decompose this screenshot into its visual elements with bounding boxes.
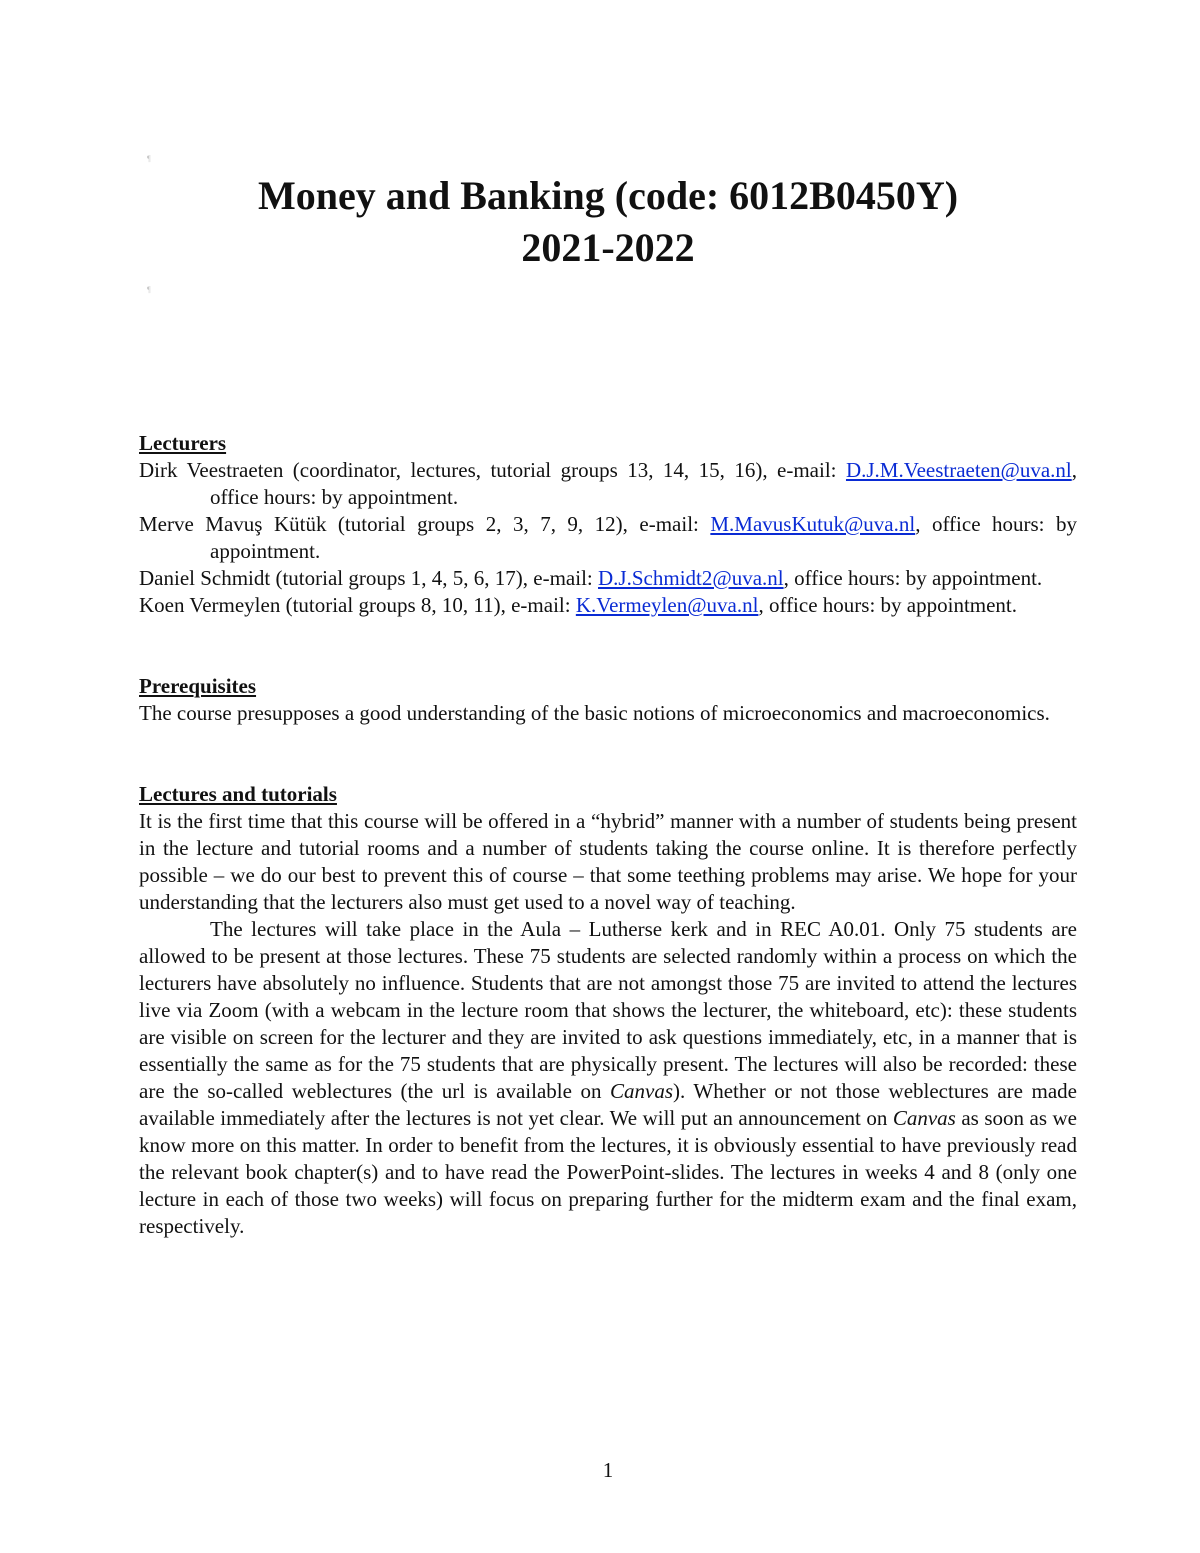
prerequisites-section — [139, 673, 1077, 727]
canvas-term: Canvas — [892, 1106, 956, 1130]
paragraph-mark: ¶ — [147, 285, 151, 294]
email-link[interactable]: D.J.Schmidt2@uva.nl — [598, 566, 784, 590]
paragraph-mark: ¶ — [147, 154, 151, 163]
lecturers-heading: Lecturers — [139, 431, 227, 455]
lectures-text: as soon as we know more on this matter. In order to benefit from the lectures, it is obviously essential to have previously read the relevant book chapter(s) and to have read the PowerPoint-slides. The lectures in weeks 4 and 8 (only one lecture in each of those two weeks) will focus on preparing further for the midterm exam and the final exam, respectively. — [139, 1106, 1077, 1238]
lecturer-entry — [139, 565, 1077, 592]
prerequisites-text: The course presupposes a good understanding of the basic notions of microeconomics and macroeconomics. — [139, 701, 1050, 725]
lecturer-hours: , office hours: by appointment. — [783, 566, 1043, 590]
page-number: 1 — [602, 1458, 614, 1482]
spacer — [139, 727, 1077, 781]
lectures-paragraph — [139, 916, 1077, 1240]
canvas-term: Canvas — [610, 1079, 674, 1103]
email-link[interactable]: K.Vermeylen@uva.nl — [575, 593, 759, 617]
lectures-tutorials-heading: Lectures and tutorials — [139, 782, 337, 806]
lecturers-section — [139, 430, 1077, 619]
lecturer-text: Dirk Veestraeten (coordinator, lectures, tutorial groups 13, 14, 15, 16), e-mail: — [139, 458, 846, 482]
spacer — [139, 619, 1077, 673]
email-link[interactable]: D.J.M.Veestraeten@uva.nl — [845, 458, 1072, 482]
lecturer-hours: , office hours: by appointment. — [758, 593, 1018, 617]
lecturer-entry — [139, 511, 1077, 565]
lecturer-entry — [139, 592, 1077, 619]
document-title — [0, 170, 1200, 274]
lecturer-entry — [139, 457, 1077, 511]
document-body — [139, 430, 1077, 1240]
email-link[interactable]: M.MavusKutuk@uva.nl — [710, 512, 916, 536]
lecturer-text: Merve Mavuş Kütük (tutorial groups 2, 3, 7, 9, 12), e-mail: — [139, 512, 711, 536]
lecturer-hours: , office hours: by appointment. — [210, 458, 1077, 509]
lecturer-hours: , office hours: by appointment. — [210, 512, 1077, 563]
lectures-text: The lectures will take place in the Aula – Lutherse kerk and in REC A0.01. Only 75 students are allowed to be present at those lectures. These 75 students are selected randomly within a process on which the lecturers have absolutely no influence. Students that are not amongst those 75 are invited to attend the lectures live via Zoom (with a webcam in the lecture room that shows the lecturer, the whiteboard, etc): these students are visible on screen for the lecturer and they are invited to ask questions immediately, etc, in a manner that is essentially the same as for the 75 students that are physically present. The lectures will also be recorded: these are the so-called weblectures (the url is available on — [139, 917, 1077, 1103]
lectures-text: ). Whether or not those weblectures are made available immediately after the lectures is not yet clear. We will put an announcement on — [139, 1079, 1078, 1130]
lecturer-text: Koen Vermeylen (tutorial groups 8, 10, 11), e-mail: — [139, 593, 576, 617]
lectures-tutorials-section — [139, 781, 1077, 1240]
title-line-course: Money and Banking (code: 6012B0450Y) — [257, 173, 959, 218]
title-line-year: 2021-2022 — [521, 225, 695, 270]
hybrid-paragraph: It is the first time that this course will be offered in a “hybrid” manner with a number of students being present in the lecture and tutorial rooms and a number of students taking the course online. It is therefore perfectly possible – we do our best to prevent this of course – that some teething problems may arise. We hope for your understanding that the lecturers also must get used to a novel way of teaching. — [139, 809, 1077, 914]
prerequisites-heading: Prerequisites — [139, 674, 257, 698]
lecturer-text: Daniel Schmidt (tutorial groups 1, 4, 5, 6, 17), e-mail: — [139, 566, 599, 590]
